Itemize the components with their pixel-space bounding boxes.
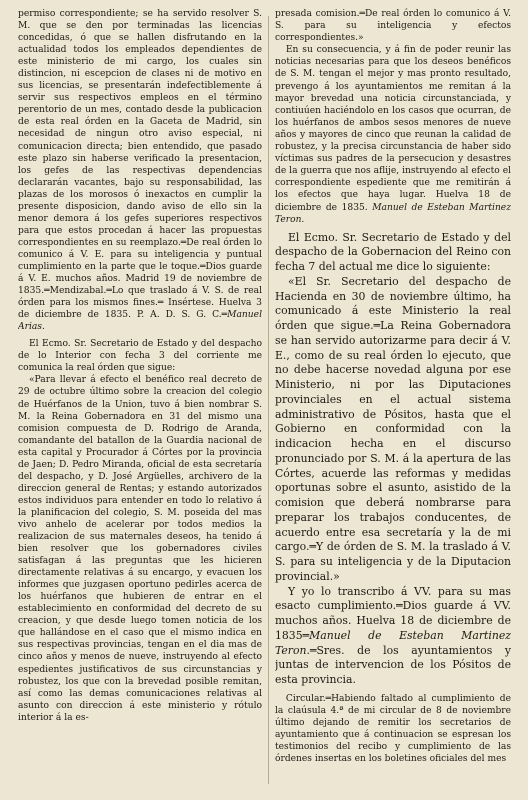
signature: Manuel de Esteban Martinez Teron. <box>275 202 511 225</box>
paragraph: presada comision.═De real órden lo comunico á V. S. para su inteligencia y efectos correspondientes.» <box>275 9 511 44</box>
text-run: Insértese. Huelva 3 de diciembre de 1835. <box>18 298 262 321</box>
paragraph: «Para llevar á efecto el benéfico real decreto de 29 de octubre último sobre la creacion del colegio de Huérfanos de la Union, tuvo á bien nombrar S. M. la Reina Gobernadora en 31 del mismo una comision compuesta de D. Rodrigo de Aranda, comandante del batallon de la Guardia nacional de esta capital y Procurador á Córtes por la provincia de Jaen; D. Pedro Miranda, oficial de esta secretaría del despacho, y D. José Argüelles, archivero de la direccion general de Rentas; y estando autorizados estos individuos para entender en todo lo relativo á la planificacion del colegio, S. M. poseida del mas vivo anhelo de acelerar por todos medios la realizacion de sus maternales deseos, ha tenido á bien resolver que los gobernadores civiles satisfagan á las preguntas que les hicieren directamente relativas á su encargo, y evacuen los informes que juzgasen oportuno pedirles acerca de los huérfanos que hubieren de entrar en el establecimiento en conformidad del decreto de su creacion, y que desde luego tomen noticia de los que hallándose en el caso que el mismo indica en sus respectivas provincias, tengan en el dia mas de cinco años y menos de nueve, instruyendo al efecto espedientes justificativos de sus circunstancias y robustez, los que con la brevedad posible remitan, así como las demas comunicaciones relativas al asunto con direccion á este ministerio y rótulo interior á la es- <box>18 375 262 723</box>
text-run: De real órden lo comunico á V. E. para su inteligencia y puntual cumplimiento en la parte que le toque. <box>18 237 262 272</box>
paragraph: «El Sr. Secretario del despacho de Hacienda en 30 de noviembre último, ha comunicado á este Ministerio la real órden que sigue.═La Reina Gobernadora se han servido autorizarme para decir á V. E., como de su real órden lo ejecuto, que no debe hacerse novedad alguna por ese Ministerio, ni por las Diputaciones provinciales en el actual sistema administrativo de Pósitos, hasta que el Gobierno en conformidad con la indicacion hecha en el discurso pronunciado por S. M. á la apertura de las Córtes, acuerde las reformas y medidas oportunas sobre el asunto, asistido de la comision que deberá nombrarse para preparar los trabajos conducentes, de acuerdo entre esa secretaría y la de mi cargo.═Y de órden de S. M. la traslado á V. S. para su inteligencia y de la Diputacion provincial.» <box>275 274 511 583</box>
right-column <box>275 8 511 792</box>
text-run: De real órden lo comunico á V. S. para su inteligencia y efectos correspondientes.» <box>275 9 511 44</box>
signature: Manuel de Esteban Martinez Teron. <box>275 628 511 657</box>
text-run: Habiendo faltado al cumplimiento de la claúsula 4.ª de mi circular de 8 de noviembre último dejando de remitir los secretarios de ayuntamiento que á continuacion se espresan los testimonios del recibo y cumplimiento de las órdenes insertas en los boletines oficiales del mes <box>275 693 511 765</box>
text-run: Circular. <box>285 693 326 704</box>
text-run: La Reina Gobernadora se han servido autorizarme para decir á V. E., como de su real órden lo ejecuto, que no debe hacerse novedad alguna por ese Ministerio, ni por las Diputaciones provinciales en el actual sistema administrativo de Pósitos, hasta que el Gobierno en conformidad con la indicacion hecha en el discurso pronunciado por S. M. á la apertura de las Córtes, acuerde las reformas y medidas oportunas sobre el asunto, asistido de la comision que deberá nombrarse para preparar los trabajos conducentes, de acuerdo entre esa secretaría y la de mi cargo. <box>275 319 511 554</box>
large-print-section <box>275 231 511 688</box>
left-column <box>18 8 262 792</box>
text-run: Sres. de los ayuntamientos y juntas de intervencion de los Pósitos de esta provincia. <box>275 643 511 687</box>
text-run: P. A. D. S. G. C. <box>136 310 222 321</box>
text-run: Lo que traslado á V. S. de real órden para los mismos fines. <box>18 286 262 309</box>
paragraph: Circular.═Habiendo faltado al cumplimiento de la claúsula 4.ª de mi circular de 8 de noviembre último dejando de remitir los secretarios de ayuntamiento que á continuacion se espresan los testimonios del recibo y cumplimiento de las órdenes insertas en los boletines oficiales del mes <box>275 693 511 765</box>
text-run: Dios guarde á V. E. muchos años. Madrid 19 de noviembre de 1835. <box>18 261 262 297</box>
paragraph: permiso correspondiente; se ha servido resolver S. M. que se den por terminadas las licencias concedidas, ó que se hallen disfrutando en la actualidad todos los empleados dependientes de este ministerio de mi cargo, los cuales sin distincion, ni escepcion de clases ni de motivo en sus licencias, se presentarán indefectiblemente á servir sus respectivos empleos en el término perentorio de un mes, contado desde la publicacion de esta real órden en la Gaceta de Madrid, sin necesidad de ningun otro aviso especial, ni comunicacion directa; bien entendido, que pasado este plazo sin haberse verificado la presentacion, los gefes de las respectivas dependencias declararán vacantes, bajo su responsabilidad, las plazas de los morosos ó inexactos en cumplir la presente disposicion, dando aviso de ello sin la menor demora á los gefes superiores respectivos para que estos procedan á hacer las propuestas correspondientes en su reemplazo.═De real órden lo comunico á V. E. para su inteligencia y puntual cumplimiento en la parte que le toque.═Dios guarde á V. E. muchos años. Madrid 19 de noviembre de 1835.═Mendizabal.═Lo que traslado á V. S. de real órden para los mismos fines.═ Insértese. Huelva 3 de diciembre de 1835. P. A. D. S. G. C.═Manuel Arias. <box>18 9 262 333</box>
text-run: presada comision. <box>275 9 360 19</box>
signature: Mendizabal. <box>49 286 107 297</box>
text-run: Y yo lo transcribo á VV. para su mas esacto cumplimiento. <box>275 584 511 613</box>
paragraph: Y yo lo transcribo á VV. para su mas esacto cumplimiento.═Dios guarde á VV. muchos años. Huelva 18 de diciembre de 1835═Manuel de Esteban Martinez Teron.═Sres. de los ayuntamientos y juntas de intervencion de los Pósitos de esta provincia. <box>275 584 511 687</box>
column-divider <box>268 16 269 784</box>
paragraph: El Ecmo. Sr. Secretario de Estado y del despacho de lo Interior con fecha 3 del corriente me comunica la real órden que sigue: <box>18 339 262 374</box>
signature: Manuel Arias. <box>18 310 262 333</box>
text-run: «El Sr. Secretario del despacho de Hacienda en 30 de noviembre último, ha comunicado á este Ministerio la real órden que sigue. <box>275 274 511 333</box>
text-run: Dios guarde á VV. muchos años. Huelva 18 de diciembre de 1835 <box>275 599 511 642</box>
paragraph: El Ecmo. Sr. Secretario de Estado y del despacho de la Gobernacion del Reino con fecha 7 del actual me dice lo siguiente: <box>275 230 511 274</box>
paragraph <box>275 44 511 225</box>
text-run: Y de órden de S. M. la traslado á V. S. para su inteligencia y de la Diputacion provincial.» <box>275 540 511 583</box>
text-run: permiso correspondiente; se ha servido resolver S. M. que se den por terminadas las licencias concedidas, ó que se hallen disfrutando en la actualidad todos los empleados dependientes de este ministerio de mi cargo, los cuales sin distincion, ni escepcion de clases ni de motivo en sus licencias, se presentarán indefectiblemente á servir sus respectivos empleos en el término perentorio de un mes, contado desde la publicacion de esta real órden en la Gaceta de Madrid, sin necesidad de ningun otro aviso especial, ni comunicacion directa; bien entendido, que pasado este plazo sin haberse verificado la presentacion, los gefes de las respectivas dependencias declararán vacantes, bajo su responsabilidad, las plazas de los morosos ó inexactos en cumplir la presente disposicion, dando aviso de ello sin la menor demora á los gefes superiores respectivos para que estos procedan á hacer las propuestas correspondientes en su reemplazo. <box>18 9 262 248</box>
text-run: En su consecuencia, y á fin de poder reunir las noticias necesarias para que los deseos benéficos de S. M. tengan el mejor y mas pronto resultado, prevengo á los ayuntamientos me remitan á la mayor brevedad una noticia circunstanciada, y contiuúen haciéndolo en los casos que ocurran, de los huérfanos de ambos sesos menores de nueve años y mayores de cinco que reunan la calidad de robustez, y la precisa circunstancia de haber sido víctimas sus padres de la persecucion y desastres de la guerra que nos aflije, instruyendo al efecto el correspondiente espediente que me remitirán á los efectos que haya lugar. Huelva 18 de diciembre de 1835. <box>275 45 511 213</box>
